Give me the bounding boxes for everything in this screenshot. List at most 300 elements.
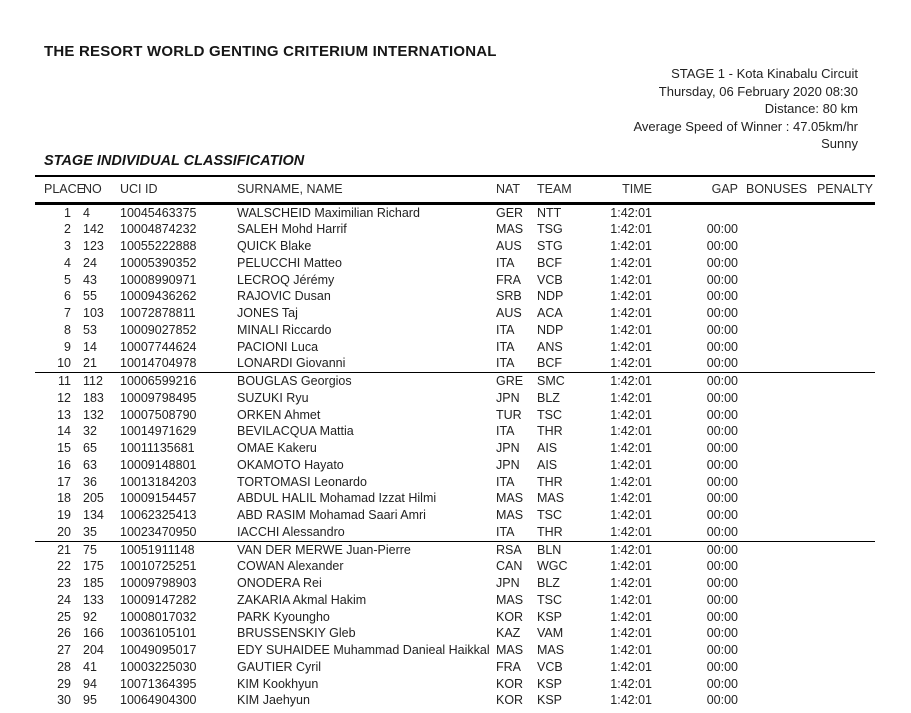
cell-team: TSG	[537, 222, 563, 237]
cell-nat: MAS	[496, 592, 524, 607]
cell-no: 134	[83, 508, 104, 522]
table-row	[35, 221, 875, 238]
cell-name: RAJOVIC Dusan	[237, 289, 331, 304]
table-row	[35, 609, 875, 626]
cell-place: 3	[64, 239, 71, 253]
cell-no: 132	[83, 407, 104, 422]
cell-uci-id: 10009798495	[120, 390, 197, 405]
cell-uci-id: 10071364395	[120, 676, 197, 691]
cell-name: EDY SUHAIDEE Muhammad Danieal Haikkal	[237, 643, 490, 657]
cell-time: 1:42:01	[610, 390, 652, 405]
cell-nat: ITA	[496, 474, 515, 489]
cell-place: 16	[57, 457, 71, 472]
cell-uci-id: 10036105101	[120, 626, 197, 641]
cell-nat: GRE	[494, 373, 537, 390]
cell-penalty	[797, 575, 875, 592]
cell-team: ANS	[537, 339, 563, 354]
table-row	[35, 407, 875, 424]
cell-name: BRUSSENSKIY Gleb	[237, 626, 356, 641]
cell-gap: 00:00	[706, 339, 738, 354]
cell-name: COWAN Alexander	[237, 559, 344, 574]
cell-penalty	[797, 288, 875, 305]
cell-name: LECROQ Jérémy	[237, 272, 335, 287]
cell-team: TSC	[537, 508, 562, 522]
cell-uci-id: 10045463375	[120, 205, 197, 220]
cell-place: 22	[57, 559, 71, 574]
cell-name: IACCHI Alessandro	[237, 524, 345, 539]
cell-team: THR	[537, 524, 563, 539]
cell-time: 1:42:01	[610, 322, 652, 337]
cell-team: THR	[537, 424, 563, 439]
cell-nat: AUS	[496, 306, 522, 320]
cell-no: 142	[83, 222, 104, 237]
cell-no: 75	[83, 541, 120, 558]
cell-bonuses	[740, 440, 797, 457]
cell-name: OKAMOTO Hayato	[237, 457, 344, 472]
cell-nat: RSA	[494, 541, 537, 558]
cell-bonuses	[740, 541, 797, 558]
table-row	[35, 474, 875, 491]
cell-bonuses	[740, 490, 797, 507]
cell-no: 36	[83, 474, 97, 489]
cell-place: 6	[64, 289, 71, 304]
cell-uci-id: 10003225030	[120, 659, 197, 674]
cell-gap: 00:00	[706, 390, 738, 405]
cell-place: 17	[57, 474, 71, 489]
cell-time: 1:42:01	[610, 407, 652, 422]
cell-name: ABDUL HALIL Mohamad Izzat Hilmi	[237, 491, 437, 506]
cell-no: 183	[83, 390, 104, 405]
table-row	[35, 355, 875, 372]
cell-place: 29	[57, 676, 71, 691]
cell-bonuses	[740, 355, 797, 372]
cell-gap: 00:00	[654, 373, 740, 390]
cell-team: BLZ	[537, 390, 560, 405]
cell-time: 1:42:01	[610, 205, 652, 220]
cell-place: 5	[64, 272, 71, 287]
cell-nat: KOR	[496, 693, 524, 708]
cell-team: THR	[537, 474, 563, 489]
cell-name: LONARDI Giovanni	[237, 356, 346, 371]
cell-gap: 00:00	[706, 609, 738, 624]
cell-team: NDP	[537, 322, 564, 337]
cell-penalty	[797, 238, 875, 255]
cell-nat: ITA	[496, 255, 515, 270]
cell-team: SMC	[537, 373, 600, 390]
cell-time: 1:42:01	[610, 491, 652, 506]
cell-place: 8	[64, 322, 71, 337]
cell-penalty	[797, 676, 875, 693]
cell-bonuses	[740, 255, 797, 272]
table-row	[35, 305, 875, 322]
cell-nat: CAN	[496, 559, 523, 574]
cell-nat: TUR	[496, 407, 522, 422]
cell-bonuses	[740, 390, 797, 407]
cell-no: 4	[83, 205, 90, 220]
cell-time: 1:42:01	[610, 659, 652, 674]
cell-penalty	[797, 339, 875, 356]
column-header-gap: GAP	[654, 176, 740, 203]
cell-name: ORKEN Ahmet	[237, 407, 321, 422]
cell-team: NDP	[537, 289, 564, 304]
cell-nat: JPN	[496, 457, 520, 472]
cell-place: 13	[57, 407, 71, 422]
cell-team: BLZ	[537, 576, 560, 590]
cell-gap: 00:00	[706, 643, 738, 657]
cell-uci-id: 10009027852	[120, 322, 197, 337]
cell-penalty	[797, 221, 875, 238]
cell-bonuses	[740, 203, 797, 221]
cell-nat: MAS	[496, 491, 524, 506]
cell-nat: KOR	[496, 609, 524, 624]
cell-time: 1:42:01	[610, 239, 652, 253]
cell-penalty	[797, 272, 875, 289]
cell-place: 28	[57, 659, 71, 674]
cell-time: 1:42:01	[600, 541, 654, 558]
cell-nat: KOR	[496, 676, 524, 691]
cell-place: 21	[35, 541, 83, 558]
cell-bonuses	[740, 457, 797, 474]
cell-nat: JPN	[496, 576, 520, 590]
cell-penalty	[797, 322, 875, 339]
cell-time: 1:42:01	[610, 626, 652, 641]
cell-nat: MAS	[496, 222, 524, 237]
cell-uci-id: 10055222888	[120, 239, 197, 253]
cell-team: NTT	[537, 205, 562, 220]
table-row	[35, 457, 875, 474]
cell-name: SUZUKI Ryu	[237, 390, 309, 405]
table-row	[35, 272, 875, 289]
cell-no: 185	[83, 576, 104, 590]
table-row	[35, 659, 875, 676]
cell-gap: 00:00	[706, 356, 738, 371]
table-row	[35, 440, 875, 457]
cell-bonuses	[740, 507, 797, 524]
table-row	[35, 203, 875, 221]
cell-team: TSC	[537, 592, 562, 607]
stage-name: STAGE 1 - Kota Kinabalu Circuit	[671, 66, 858, 81]
cell-place: 30	[57, 693, 71, 708]
cell-team: WGC	[537, 559, 568, 574]
cell-nat: SRB	[496, 289, 522, 304]
cell-place: 9	[64, 339, 71, 354]
cell-time: 1:42:01	[610, 676, 652, 691]
document-title: THE RESORT WORLD GENTING CRITERIUM INTERNATIONAL	[44, 43, 497, 60]
cell-name: BOUGLAS Georgios	[237, 373, 494, 390]
cell-team: STG	[537, 239, 563, 253]
column-header-time: TIME	[600, 176, 654, 203]
table-row	[35, 541, 875, 558]
cell-no: 24	[83, 255, 97, 270]
cell-nat: JPN	[496, 441, 520, 455]
cell-gap: 00:00	[706, 576, 738, 590]
cell-uci-id: 10009154457	[120, 491, 197, 506]
cell-no: 204	[83, 643, 104, 657]
cell-uci-id: 10009147282	[120, 592, 197, 607]
stage-distance: Distance: 80 km	[764, 101, 858, 116]
cell-place: 19	[57, 508, 71, 522]
cell-time: 1:42:01	[610, 222, 652, 237]
cell-team: BCF	[537, 255, 562, 270]
cell-place: 15	[57, 441, 71, 455]
cell-no: 63	[83, 457, 97, 472]
table-row	[35, 507, 875, 524]
cell-no: 103	[83, 306, 104, 320]
column-header-penalty: PENALTY	[797, 176, 875, 203]
cell-no: 41	[83, 659, 97, 674]
cell-name: ZAKARIA Akmal Hakim	[237, 592, 367, 607]
cell-time: 1:42:01	[610, 693, 652, 708]
cell-uci-id: 10009436262	[120, 289, 197, 304]
cell-name: PELUCCHI Matteo	[237, 255, 342, 270]
cell-no: 14	[83, 339, 97, 354]
cell-name: QUICK Blake	[237, 239, 312, 253]
cell-time: 1:42:01	[610, 609, 652, 624]
cell-time: 1:42:01	[600, 373, 654, 390]
cell-time: 1:42:01	[610, 592, 652, 607]
cell-team: MAS	[537, 491, 565, 506]
cell-penalty	[797, 692, 875, 709]
cell-gap: 00:00	[706, 524, 738, 539]
cell-bonuses	[740, 339, 797, 356]
cell-nat: FRA	[496, 659, 521, 674]
cell-place: 4	[64, 255, 71, 270]
cell-bonuses	[740, 305, 797, 322]
table-row	[35, 676, 875, 693]
cell-bonuses	[740, 625, 797, 642]
column-header-team: TEAM	[537, 176, 600, 203]
cell-nat: JPN	[496, 390, 520, 405]
classification-table	[35, 175, 875, 709]
cell-time: 1:42:01	[610, 643, 652, 657]
cell-team: VCB	[537, 272, 563, 287]
cell-uci-id: 10049095017	[120, 643, 197, 657]
cell-gap: 00:00	[706, 676, 738, 691]
cell-nat: ITA	[496, 424, 515, 439]
cell-time: 1:42:01	[610, 255, 652, 270]
cell-uci-id: 10006599216	[120, 373, 237, 390]
table-row	[35, 524, 875, 541]
cell-no: 65	[83, 441, 97, 455]
cell-no: 166	[83, 626, 104, 641]
cell-bonuses	[740, 474, 797, 491]
cell-team: VAM	[537, 626, 564, 641]
cell-time: 1:42:01	[610, 272, 652, 287]
cell-team: AIS	[537, 457, 558, 472]
cell-place: 23	[57, 576, 71, 590]
cell-gap: 00:00	[706, 592, 738, 607]
cell-penalty	[797, 490, 875, 507]
cell-team: ACA	[537, 306, 563, 320]
cell-bonuses	[740, 423, 797, 440]
cell-penalty	[797, 203, 875, 221]
cell-time: 1:42:01	[610, 524, 652, 539]
cell-gap: 00:00	[706, 626, 738, 641]
cell-name: KIM Jaehyun	[237, 693, 310, 708]
table-row	[35, 288, 875, 305]
cell-uci-id: 10007744624	[120, 339, 197, 354]
cell-team: MAS	[537, 643, 565, 657]
cell-gap: 00:00	[706, 441, 738, 455]
cell-place: 7	[64, 306, 71, 320]
cell-nat: ITA	[496, 322, 515, 337]
cell-bonuses	[740, 575, 797, 592]
cell-nat: FRA	[496, 272, 521, 287]
cell-name: BEVILACQUA Mattia	[237, 424, 354, 439]
cell-penalty	[797, 423, 875, 440]
cell-bonuses	[740, 288, 797, 305]
cell-penalty	[797, 373, 875, 390]
table-row	[35, 238, 875, 255]
cell-uci-id: 10013184203	[120, 474, 197, 489]
cell-time: 1:42:01	[610, 441, 652, 455]
cell-penalty	[797, 440, 875, 457]
cell-uci-id: 10008990971	[120, 272, 197, 287]
cell-place: 25	[57, 609, 71, 624]
cell-team: KSP	[537, 609, 563, 624]
cell-team: BCF	[537, 356, 562, 371]
table-row	[35, 390, 875, 407]
cell-gap: 00:00	[706, 508, 738, 522]
cell-team: TSC	[537, 407, 562, 422]
cell-penalty	[797, 255, 875, 272]
cell-no: 112	[83, 373, 120, 390]
cell-no: 32	[83, 424, 97, 439]
table-row	[35, 592, 875, 609]
cell-name: KIM Kookhyun	[237, 676, 319, 691]
cell-time: 1:42:01	[610, 576, 652, 590]
cell-penalty	[797, 625, 875, 642]
cell-bonuses	[740, 272, 797, 289]
cell-no: 175	[83, 559, 104, 574]
table-row	[35, 255, 875, 272]
cell-nat: AUS	[496, 239, 522, 253]
cell-gap: 00:00	[706, 659, 738, 674]
cell-place: 20	[57, 524, 71, 539]
cell-gap: 00:00	[706, 306, 738, 320]
cell-nat: KAZ	[496, 626, 521, 641]
cell-nat: ITA	[496, 524, 515, 539]
cell-gap: 00:00	[706, 559, 738, 574]
cell-name: JONES Taj	[237, 306, 298, 320]
stage-info-block	[634, 65, 859, 153]
cell-uci-id: 10023470950	[120, 524, 197, 539]
cell-team: AIS	[537, 441, 558, 455]
cell-gap: 00:00	[706, 693, 738, 708]
cell-place: 10	[57, 356, 71, 371]
column-header-place: PLACE	[35, 176, 83, 203]
cell-nat: MAS	[496, 508, 524, 522]
cell-penalty	[797, 541, 875, 558]
cell-name: ONODERA Rei	[237, 576, 322, 590]
winner-average-speed: Average Speed of Winner : 47.05km/hr	[633, 118, 858, 134]
results-table-body	[35, 203, 875, 709]
cell-bonuses	[740, 692, 797, 709]
cell-penalty	[797, 355, 875, 372]
cell-penalty	[797, 609, 875, 626]
cell-uci-id: 10014704978	[120, 356, 197, 371]
cell-time: 1:42:01	[610, 424, 652, 439]
table-row	[35, 692, 875, 709]
cell-penalty	[797, 642, 875, 659]
cell-penalty	[797, 659, 875, 676]
cell-penalty	[797, 457, 875, 474]
cell-gap	[654, 203, 740, 221]
column-header-uci-id: UCI ID	[120, 176, 237, 203]
cell-uci-id: 10072878811	[120, 306, 196, 320]
table-row	[35, 625, 875, 642]
cell-gap: 00:00	[706, 424, 738, 439]
cell-place: 14	[57, 424, 71, 439]
cell-time: 1:42:01	[610, 356, 652, 371]
cell-gap: 00:00	[706, 322, 738, 337]
cell-no: 55	[83, 289, 97, 304]
cell-name: MINALI Riccardo	[237, 322, 332, 337]
cell-no: 53	[83, 322, 97, 337]
weather: Sunny	[821, 136, 858, 151]
cell-place: 24	[57, 592, 71, 607]
cell-uci-id: 10009148801	[120, 457, 197, 472]
cell-name: VAN DER MERWE Juan-Pierre	[237, 541, 494, 558]
cell-gap: 00:00	[706, 289, 738, 304]
cell-no: 35	[83, 524, 97, 539]
column-header-name: SURNAME, NAME	[237, 176, 494, 203]
cell-no: 95	[83, 693, 97, 708]
table-row	[35, 423, 875, 440]
cell-no: 133	[83, 592, 104, 607]
cell-gap: 00:00	[654, 541, 740, 558]
cell-name: PARK Kyoungho	[237, 609, 330, 624]
cell-uci-id: 10014971629	[120, 424, 197, 439]
cell-bonuses	[740, 676, 797, 693]
cell-gap: 00:00	[706, 255, 738, 270]
cell-nat: ITA	[496, 356, 515, 371]
cell-nat: ITA	[496, 339, 515, 354]
cell-penalty	[797, 474, 875, 491]
cell-team: VCB	[537, 659, 563, 674]
cell-team: KSP	[537, 676, 563, 691]
cell-uci-id: 10051911148	[120, 541, 237, 558]
cell-no: 21	[83, 356, 97, 371]
cell-uci-id: 10064904300	[120, 693, 197, 708]
cell-bonuses	[740, 592, 797, 609]
cell-name: TORTOMASI Leonardo	[237, 474, 367, 489]
cell-no: 94	[83, 676, 97, 691]
cell-team: KSP	[537, 693, 563, 708]
cell-bonuses	[740, 373, 797, 390]
cell-time: 1:42:01	[610, 289, 652, 304]
cell-place: 18	[57, 491, 71, 506]
cell-no: 43	[83, 272, 97, 287]
cell-place: 27	[57, 643, 71, 657]
cell-gap: 00:00	[706, 407, 738, 422]
cell-time: 1:42:01	[610, 559, 652, 574]
cell-name: ABD RASIM Mohamad Saari Amri	[237, 508, 426, 522]
cell-place: 26	[57, 626, 71, 641]
cell-bonuses	[740, 659, 797, 676]
cell-gap: 00:00	[706, 222, 738, 237]
cell-penalty	[797, 524, 875, 541]
cell-uci-id: 10009798903	[120, 576, 197, 590]
cell-bonuses	[740, 524, 797, 541]
column-header-nat: NAT	[494, 176, 537, 203]
cell-name: WALSCHEID Maximilian Richard	[237, 205, 420, 220]
cell-time: 1:42:01	[610, 457, 652, 472]
cell-uci-id: 10004874232	[120, 222, 197, 237]
cell-bonuses	[740, 322, 797, 339]
table-header	[35, 176, 875, 203]
cell-time: 1:42:01	[610, 508, 652, 522]
